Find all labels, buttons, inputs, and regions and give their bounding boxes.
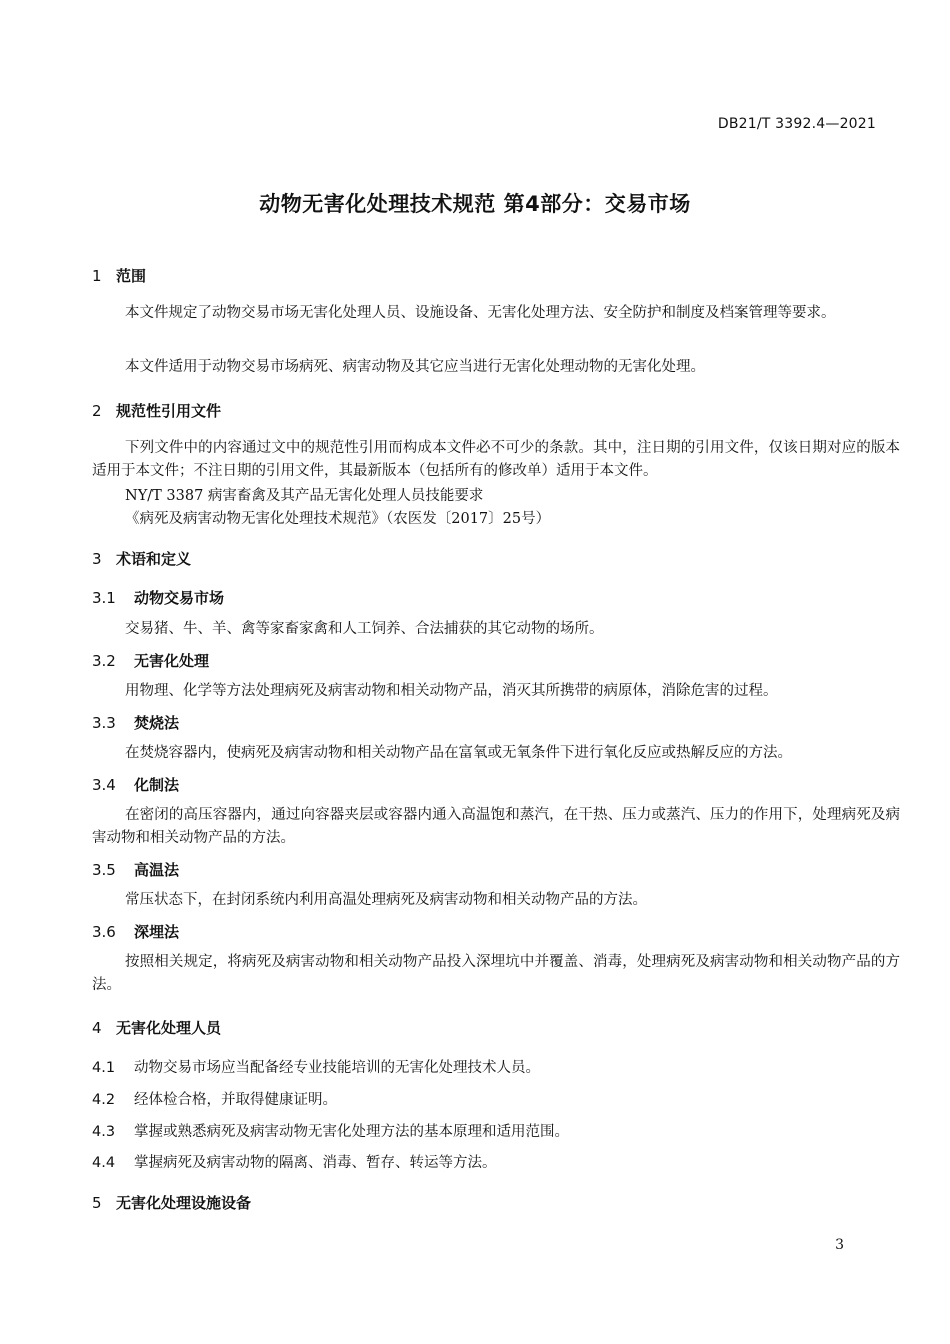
clause-number: 4.4 [92,1155,116,1171]
standard-code: DB21/T 3392.4—2021 [717,116,876,132]
section-5-heading [92,1192,251,1213]
clause-4-4 [92,1151,497,1172]
section-title: 规范性引用文件 [116,402,222,420]
section-number: 4 [92,1019,102,1037]
normative-reference-2: 《病死及病害动物无害化处理技术规范》（农医发〔2017〕25号） [125,511,551,527]
section-1-paragraph-1: 本文件规定了动物交易市场无害化处理人员、设施设备、无害化处理方法、安全防护和制度及档案管理等要求。 [125,305,836,321]
section-title: 无害化处理人员 [116,1019,222,1037]
term-number: 3.6 [92,923,116,941]
term-number: 3.3 [92,714,116,732]
term-3-3-heading [92,712,179,733]
section-title: 术语和定义 [116,550,192,568]
term-number: 3.1 [92,589,116,607]
term-name: 无害化处理 [134,652,210,670]
term-3-2-definition: 用物理、化学等方法处理病死及病害动物和相关动物产品，消灭其所携带的病原体，消除危害的过程。 [125,683,778,699]
section-number: 2 [92,402,102,420]
clause-text: 动物交易市场应当配备经专业技能培训的无害化处理技术人员。 [134,1060,540,1076]
clause-text: 掌握或熟悉病死及病害动物无害化处理方法的基本原理和适用范围。 [134,1124,569,1140]
document-title: 动物无害化处理技术规范 第4部分：交易市场 [259,192,691,216]
page-number: 3 [835,1237,844,1253]
clause-number: 4.3 [92,1124,116,1140]
section-3-heading [92,548,191,569]
section-1-paragraph-2: 本文件适用于动物交易市场病死、病害动物及其它应当进行无害化处理动物的无害化处理。 [125,359,705,375]
clause-number: 4.1 [92,1060,116,1076]
term-name: 高温法 [134,861,180,879]
section-number: 5 [92,1194,102,1212]
term-name: 焚烧法 [134,714,180,732]
clause-text: 掌握病死及病害动物的隔离、消毒、暂存、转运等方法。 [134,1155,497,1171]
section-4-heading [92,1017,221,1038]
section-1-heading [92,265,146,286]
term-3-4-heading [92,774,179,795]
term-name: 化制法 [134,776,180,794]
clause-text: 经体检合格，并取得健康证明。 [134,1092,337,1108]
term-3-1-definition: 交易猪、牛、羊、禽等家畜家禽和人工饲养、合法捕获的其它动物的场所。 [125,621,604,637]
term-number: 3.5 [92,861,116,879]
term-3-6-heading [92,921,179,942]
term-3-4-definition: 在密闭的高压容器内，通过向容器夹层或容器内通入高温饱和蒸汽，在干热、压力或蒸汽、压力的作用下，处理病死及病害动物和相关动物产品的方法。 [92,807,900,846]
term-number: 3.4 [92,776,116,794]
term-3-6-definition: 按照相关规定，将病死及病害动物和相关动物产品投入深埋坑中并覆盖、消毒，处理病死及病害动物和相关动物产品的方法。 [92,954,900,993]
section-number: 1 [92,267,102,285]
section-number: 3 [92,550,102,568]
section-2-heading [92,400,221,421]
term-name: 深埋法 [134,923,180,941]
section-title: 无害化处理设施设备 [116,1194,252,1212]
clause-4-1 [92,1056,540,1077]
term-3-5-definition: 常压状态下，在封闭系统内利用高温处理病死及病害动物和相关动物产品的方法。 [125,892,647,908]
term-number: 3.2 [92,652,116,670]
section-title: 范围 [116,267,147,285]
clause-4-2 [92,1088,337,1109]
clause-number: 4.2 [92,1092,116,1108]
term-3-1-heading [92,587,224,608]
normative-reference-1: NY/T 3387 病害畜禽及其产品无害化处理人员技能要求 [125,488,484,504]
term-3-3-definition: 在焚烧容器内，使病死及病害动物和相关动物产品在富氧或无氧条件下进行氧化反应或热解反应的方法。 [125,745,792,761]
clause-4-3 [92,1120,569,1141]
term-name: 动物交易市场 [134,589,225,607]
term-3-2-heading [92,650,209,671]
section-2-paragraph: 下列文件中的内容通过文中的规范性引用而构成本文件必不可少的条款。其中，注日期的引用文件，仅该日期对应的版本适用于本文件；不注日期的引用文件，其最新版本（包括所有的修改单）适用于本文件。 [92,440,900,479]
term-3-5-heading [92,859,179,880]
